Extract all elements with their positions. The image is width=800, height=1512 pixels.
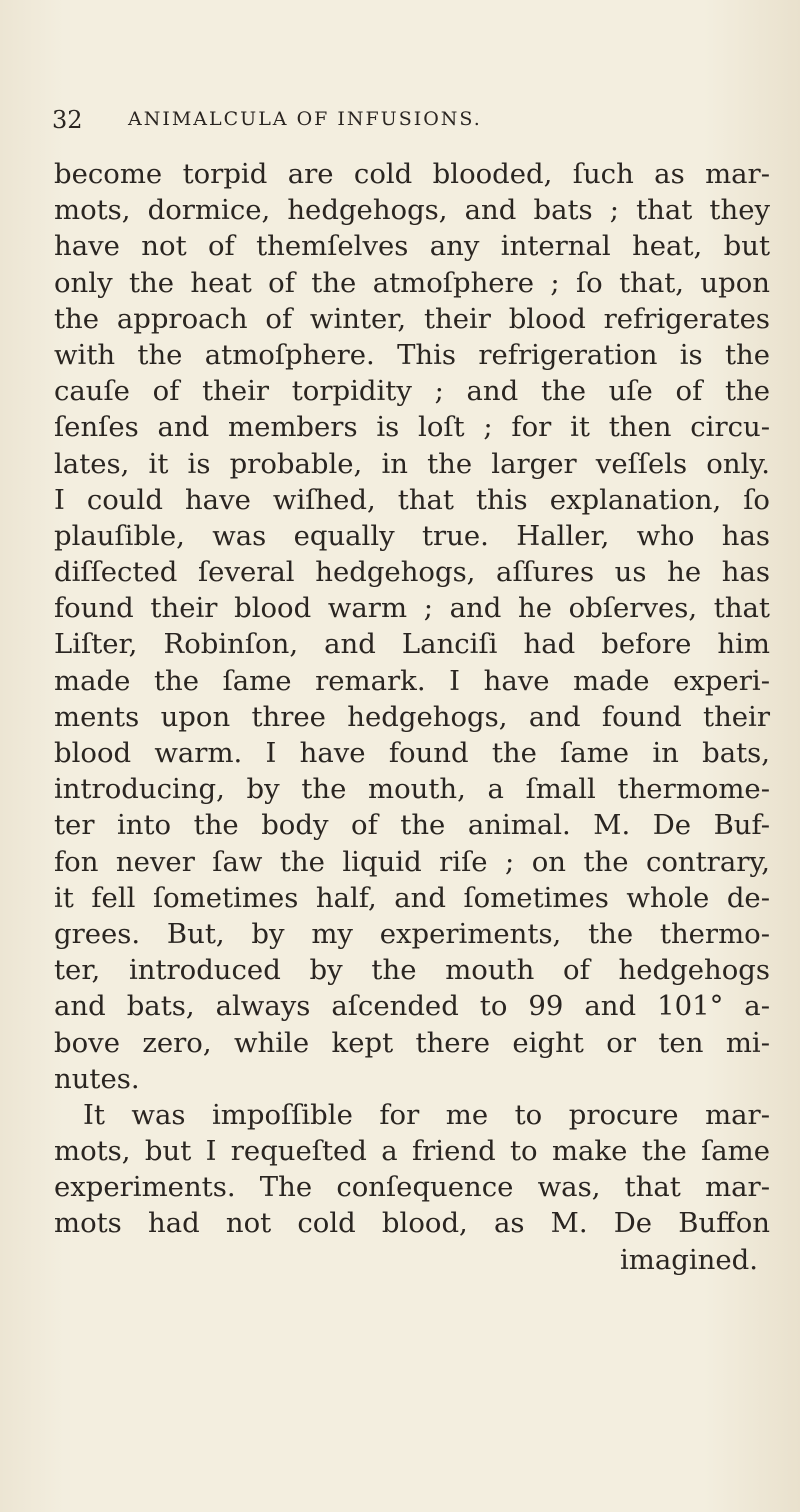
text-line: experiments. The conſequence was, that mar-	[54, 1171, 770, 1204]
text-line: cauſe of their torpidity ; and the uſe of the	[54, 375, 770, 408]
text-line: bove zero, while kept there eight or ten mi-	[54, 1026, 770, 1059]
text-line: mots, dormice, hedgehogs, and bats ; that they	[54, 194, 770, 227]
text-line: ter into the body of the animal. M. De Buf-	[54, 809, 770, 842]
text-line: ments upon three hedgehogs, and found their	[54, 700, 770, 733]
text-line: become torpid are cold blooded, ſuch as mar-	[54, 158, 770, 190]
text-line: the approach of winter, their blood refrigerates	[54, 302, 770, 335]
text-line: I could have wiſhed, that this explanation, ſo	[54, 483, 770, 516]
text-line: It was impoſſible for me to procure mar-	[83, 1098, 770, 1131]
text-line: grees. But, by my experiments, the thermo-	[54, 917, 770, 950]
text-line: mots, but I requeſted a friend to make the ſame	[54, 1135, 770, 1168]
text-line: blood warm. I have found the ſame in bats,	[54, 737, 770, 769]
text-line: only the heat of the atmoſphere ; ſo that, upon	[54, 266, 770, 299]
text-line: made the ſame remark. I have made experi-	[54, 664, 770, 697]
text-line: ſenſes and members is loſt ; for it then circu-	[54, 411, 770, 444]
text-line: with the atmoſphere. This refrigeration is the	[54, 338, 770, 371]
text-line: it fell ſometimes half, and ſometimes whole de-	[54, 881, 770, 914]
page-number: 32	[52, 106, 83, 134]
body-text	[54, 156, 770, 1278]
text-line: ter, introduced by the mouth of hedgehogs	[54, 954, 770, 987]
text-line: fon never ſaw the liquid riſe ; on the contrary,	[54, 845, 770, 878]
page-header	[52, 100, 740, 140]
text-line: mots had not cold blood, as M. De Buffon	[54, 1207, 770, 1240]
text-line: plauſible, was equally true. Haller, who has	[54, 519, 770, 552]
text-line: nutes.	[54, 1062, 140, 1095]
text-line: have not of themſelves any internal heat, but	[54, 230, 770, 263]
running-head: ANIMALCULA OF INFUSIONS.	[128, 108, 482, 130]
text-line: found their blood warm ; and he obſerves, that	[54, 592, 770, 625]
text-line: and bats, always aſcended to 99 and 101° a-	[54, 990, 770, 1023]
text-line: imagined.	[620, 1243, 758, 1276]
text-line: diſſected ſeveral hedgehogs, aſſures us he has	[54, 556, 770, 589]
text-line: lates, it is probable, in the larger veſſels only.	[54, 447, 770, 480]
text-line: Liſter, Robinſon, and Lanciſi had before him	[54, 628, 770, 661]
text-line: introducing, by the mouth, a ſmall thermome-	[54, 773, 770, 806]
